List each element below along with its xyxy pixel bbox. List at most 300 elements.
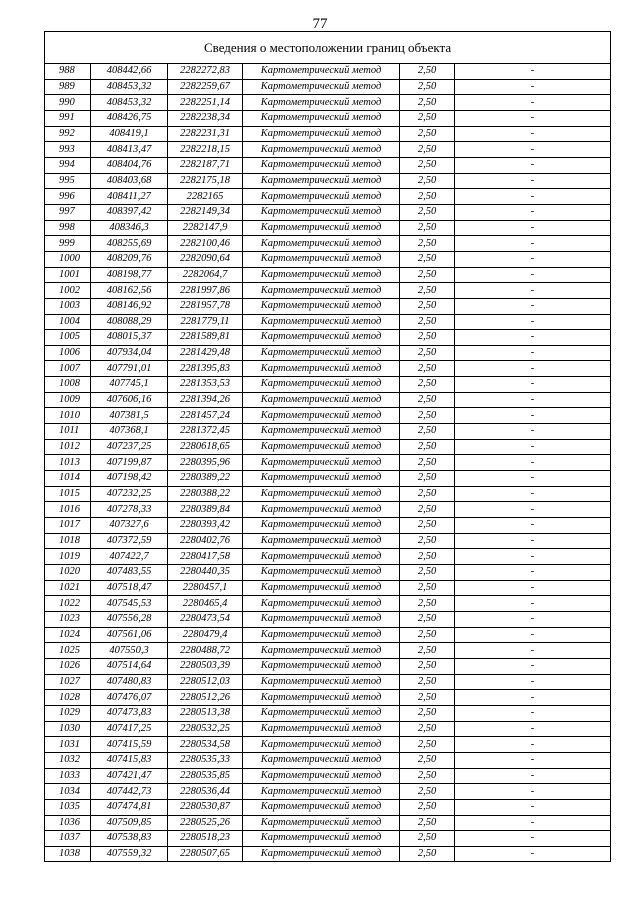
x-coordinate-cell: 408146,92 bbox=[91, 298, 168, 314]
point-number-cell: 999 bbox=[45, 236, 91, 252]
y-coordinate-cell: 2280503,39 bbox=[168, 658, 243, 674]
y-coordinate-cell: 2282251,14 bbox=[168, 95, 243, 111]
table-row bbox=[45, 142, 611, 158]
accuracy-cell: 2,50 bbox=[400, 267, 455, 283]
table-row bbox=[45, 580, 611, 596]
x-coordinate-cell: 408088,29 bbox=[91, 314, 168, 330]
method-cell: Картометрический метод bbox=[243, 784, 400, 800]
y-coordinate-cell: 2280518,23 bbox=[168, 831, 243, 847]
description-cell: - bbox=[455, 204, 611, 220]
table-row bbox=[45, 64, 611, 80]
description-cell: - bbox=[455, 518, 611, 534]
accuracy-cell: 2,50 bbox=[400, 627, 455, 643]
accuracy-cell: 2,50 bbox=[400, 439, 455, 455]
method-cell: Картометрический метод bbox=[243, 611, 400, 627]
x-coordinate-cell: 407278,33 bbox=[91, 502, 168, 518]
table-row bbox=[45, 189, 611, 205]
accuracy-cell: 2,50 bbox=[400, 705, 455, 721]
description-cell: - bbox=[455, 251, 611, 267]
method-cell: Картометрический метод bbox=[243, 690, 400, 706]
point-number-cell: 1037 bbox=[45, 831, 91, 847]
description-cell: - bbox=[455, 674, 611, 690]
description-cell: - bbox=[455, 549, 611, 565]
x-coordinate-cell: 408404,76 bbox=[91, 157, 168, 173]
point-number-cell: 1022 bbox=[45, 596, 91, 612]
y-coordinate-cell: 2280536,44 bbox=[168, 784, 243, 800]
description-cell: - bbox=[455, 392, 611, 408]
description-cell: - bbox=[455, 784, 611, 800]
description-cell: - bbox=[455, 658, 611, 674]
method-cell: Картометрический метод bbox=[243, 204, 400, 220]
y-coordinate-cell: 2282064,7 bbox=[168, 267, 243, 283]
description-cell: - bbox=[455, 95, 611, 111]
accuracy-cell: 2,50 bbox=[400, 846, 455, 862]
x-coordinate-cell: 408453,32 bbox=[91, 95, 168, 111]
accuracy-cell: 2,50 bbox=[400, 611, 455, 627]
x-coordinate-cell: 407483,55 bbox=[91, 565, 168, 581]
accuracy-cell: 2,50 bbox=[400, 314, 455, 330]
point-number-cell: 1023 bbox=[45, 611, 91, 627]
x-coordinate-cell: 407545,53 bbox=[91, 596, 168, 612]
point-number-cell: 1007 bbox=[45, 361, 91, 377]
x-coordinate-cell: 408015,37 bbox=[91, 330, 168, 346]
point-number-cell: 1005 bbox=[45, 330, 91, 346]
accuracy-cell: 2,50 bbox=[400, 799, 455, 815]
description-cell: - bbox=[455, 831, 611, 847]
method-cell: Картометрический метод bbox=[243, 721, 400, 737]
point-number-cell: 1027 bbox=[45, 674, 91, 690]
x-coordinate-cell: 408209,76 bbox=[91, 251, 168, 267]
x-coordinate-cell: 407474,81 bbox=[91, 799, 168, 815]
table-row bbox=[45, 204, 611, 220]
description-cell: - bbox=[455, 79, 611, 95]
description-cell: - bbox=[455, 314, 611, 330]
point-number-cell: 1033 bbox=[45, 768, 91, 784]
table-row bbox=[45, 752, 611, 768]
description-cell: - bbox=[455, 486, 611, 502]
description-cell: - bbox=[455, 471, 611, 487]
point-number-cell: 1011 bbox=[45, 424, 91, 440]
method-cell: Картометрический метод bbox=[243, 95, 400, 111]
y-coordinate-cell: 2280525,26 bbox=[168, 815, 243, 831]
table-row bbox=[45, 95, 611, 111]
method-cell: Картометрический метод bbox=[243, 705, 400, 721]
description-cell: - bbox=[455, 737, 611, 753]
page-number: 77 bbox=[312, 16, 328, 32]
table-row bbox=[45, 298, 611, 314]
description-cell: - bbox=[455, 502, 611, 518]
accuracy-cell: 2,50 bbox=[400, 737, 455, 753]
description-cell: - bbox=[455, 110, 611, 126]
accuracy-cell: 2,50 bbox=[400, 95, 455, 111]
x-coordinate-cell: 407237,25 bbox=[91, 439, 168, 455]
y-coordinate-cell: 2281457,24 bbox=[168, 408, 243, 424]
y-coordinate-cell: 2280512,26 bbox=[168, 690, 243, 706]
point-number-cell: 993 bbox=[45, 142, 91, 158]
boundary-coordinates-table bbox=[44, 31, 611, 862]
table-row bbox=[45, 220, 611, 236]
method-cell: Картометрический метод bbox=[243, 251, 400, 267]
table-row bbox=[45, 361, 611, 377]
accuracy-cell: 2,50 bbox=[400, 408, 455, 424]
accuracy-cell: 2,50 bbox=[400, 283, 455, 299]
method-cell: Картометрический метод bbox=[243, 64, 400, 80]
method-cell: Картометрический метод bbox=[243, 392, 400, 408]
accuracy-cell: 2,50 bbox=[400, 596, 455, 612]
y-coordinate-cell: 2280417,58 bbox=[168, 549, 243, 565]
description-cell: - bbox=[455, 721, 611, 737]
x-coordinate-cell: 407417,25 bbox=[91, 721, 168, 737]
point-number-cell: 1009 bbox=[45, 392, 91, 408]
point-number-cell: 1017 bbox=[45, 518, 91, 534]
accuracy-cell: 2,50 bbox=[400, 768, 455, 784]
x-coordinate-cell: 408419,1 bbox=[91, 126, 168, 142]
y-coordinate-cell: 2282165 bbox=[168, 189, 243, 205]
point-number-cell: 1020 bbox=[45, 565, 91, 581]
accuracy-cell: 2,50 bbox=[400, 831, 455, 847]
table-row bbox=[45, 377, 611, 393]
x-coordinate-cell: 407480,83 bbox=[91, 674, 168, 690]
table-title-row bbox=[45, 32, 611, 64]
table-row bbox=[45, 157, 611, 173]
y-coordinate-cell: 2280402,76 bbox=[168, 533, 243, 549]
point-number-cell: 1026 bbox=[45, 658, 91, 674]
method-cell: Картометрический метод bbox=[243, 345, 400, 361]
method-cell: Картометрический метод bbox=[243, 157, 400, 173]
x-coordinate-cell: 408453,32 bbox=[91, 79, 168, 95]
table-body bbox=[45, 64, 611, 862]
table-row bbox=[45, 784, 611, 800]
table-row bbox=[45, 502, 611, 518]
y-coordinate-cell: 2281957,78 bbox=[168, 298, 243, 314]
description-cell: - bbox=[455, 126, 611, 142]
table-row bbox=[45, 518, 611, 534]
x-coordinate-cell: 407556,28 bbox=[91, 611, 168, 627]
accuracy-cell: 2,50 bbox=[400, 752, 455, 768]
description-cell: - bbox=[455, 64, 611, 80]
table-row bbox=[45, 627, 611, 643]
x-coordinate-cell: 408255,69 bbox=[91, 236, 168, 252]
description-cell: - bbox=[455, 283, 611, 299]
table-row bbox=[45, 831, 611, 847]
method-cell: Картометрический метод bbox=[243, 377, 400, 393]
point-number-cell: 990 bbox=[45, 95, 91, 111]
point-number-cell: 1010 bbox=[45, 408, 91, 424]
description-cell: - bbox=[455, 643, 611, 659]
method-cell: Картометрический метод bbox=[243, 110, 400, 126]
y-coordinate-cell: 2282149,34 bbox=[168, 204, 243, 220]
x-coordinate-cell: 407518,47 bbox=[91, 580, 168, 596]
x-coordinate-cell: 408162,56 bbox=[91, 283, 168, 299]
x-coordinate-cell: 407791,01 bbox=[91, 361, 168, 377]
table-row bbox=[45, 283, 611, 299]
table-row bbox=[45, 815, 611, 831]
method-cell: Картометрический метод bbox=[243, 173, 400, 189]
y-coordinate-cell: 2280507,65 bbox=[168, 846, 243, 862]
y-coordinate-cell: 2280535,33 bbox=[168, 752, 243, 768]
point-number-cell: 1014 bbox=[45, 471, 91, 487]
description-cell: - bbox=[455, 596, 611, 612]
point-number-cell: 1032 bbox=[45, 752, 91, 768]
x-coordinate-cell: 407198,42 bbox=[91, 471, 168, 487]
table-row bbox=[45, 549, 611, 565]
x-coordinate-cell: 408346,3 bbox=[91, 220, 168, 236]
point-number-cell: 1031 bbox=[45, 737, 91, 753]
x-coordinate-cell: 408411,27 bbox=[91, 189, 168, 205]
point-number-cell: 989 bbox=[45, 79, 91, 95]
method-cell: Картометрический метод bbox=[243, 220, 400, 236]
description-cell: - bbox=[455, 533, 611, 549]
y-coordinate-cell: 2280473,54 bbox=[168, 611, 243, 627]
point-number-cell: 1004 bbox=[45, 314, 91, 330]
method-cell: Картометрический метод bbox=[243, 283, 400, 299]
method-cell: Картометрический метод bbox=[243, 658, 400, 674]
accuracy-cell: 2,50 bbox=[400, 204, 455, 220]
point-number-cell: 1018 bbox=[45, 533, 91, 549]
point-number-cell: 1016 bbox=[45, 502, 91, 518]
y-coordinate-cell: 2282238,34 bbox=[168, 110, 243, 126]
accuracy-cell: 2,50 bbox=[400, 236, 455, 252]
description-cell: - bbox=[455, 267, 611, 283]
method-cell: Картометрический метод bbox=[243, 549, 400, 565]
accuracy-cell: 2,50 bbox=[400, 110, 455, 126]
x-coordinate-cell: 407745,1 bbox=[91, 377, 168, 393]
method-cell: Картометрический метод bbox=[243, 298, 400, 314]
point-number-cell: 1025 bbox=[45, 643, 91, 659]
method-cell: Картометрический метод bbox=[243, 408, 400, 424]
point-number-cell: 1024 bbox=[45, 627, 91, 643]
table-row bbox=[45, 345, 611, 361]
accuracy-cell: 2,50 bbox=[400, 784, 455, 800]
table-row bbox=[45, 455, 611, 471]
y-coordinate-cell: 2280393,42 bbox=[168, 518, 243, 534]
method-cell: Картометрический метод bbox=[243, 596, 400, 612]
y-coordinate-cell: 2282147,9 bbox=[168, 220, 243, 236]
accuracy-cell: 2,50 bbox=[400, 251, 455, 267]
accuracy-cell: 2,50 bbox=[400, 565, 455, 581]
point-number-cell: 1008 bbox=[45, 377, 91, 393]
method-cell: Картометрический метод bbox=[243, 799, 400, 815]
x-coordinate-cell: 407372,59 bbox=[91, 533, 168, 549]
x-coordinate-cell: 408403,68 bbox=[91, 173, 168, 189]
method-cell: Картометрический метод bbox=[243, 831, 400, 847]
accuracy-cell: 2,50 bbox=[400, 502, 455, 518]
point-number-cell: 1036 bbox=[45, 815, 91, 831]
y-coordinate-cell: 2280457,1 bbox=[168, 580, 243, 596]
table-row bbox=[45, 126, 611, 142]
accuracy-cell: 2,50 bbox=[400, 173, 455, 189]
y-coordinate-cell: 2280440,35 bbox=[168, 565, 243, 581]
y-coordinate-cell: 2282231,31 bbox=[168, 126, 243, 142]
table-row bbox=[45, 565, 611, 581]
x-coordinate-cell: 407559,32 bbox=[91, 846, 168, 862]
accuracy-cell: 2,50 bbox=[400, 471, 455, 487]
description-cell: - bbox=[455, 705, 611, 721]
y-coordinate-cell: 2280388,22 bbox=[168, 486, 243, 502]
method-cell: Картометрический метод bbox=[243, 455, 400, 471]
y-coordinate-cell: 2282187,71 bbox=[168, 157, 243, 173]
method-cell: Картометрический метод bbox=[243, 502, 400, 518]
table-row bbox=[45, 643, 611, 659]
y-coordinate-cell: 2281589,81 bbox=[168, 330, 243, 346]
y-coordinate-cell: 2282259,67 bbox=[168, 79, 243, 95]
method-cell: Картометрический метод bbox=[243, 768, 400, 784]
point-number-cell: 1029 bbox=[45, 705, 91, 721]
y-coordinate-cell: 2282175,18 bbox=[168, 173, 243, 189]
x-coordinate-cell: 407473,83 bbox=[91, 705, 168, 721]
table-row bbox=[45, 471, 611, 487]
accuracy-cell: 2,50 bbox=[400, 330, 455, 346]
accuracy-cell: 2,50 bbox=[400, 345, 455, 361]
method-cell: Картометрический метод bbox=[243, 189, 400, 205]
x-coordinate-cell: 407415,83 bbox=[91, 752, 168, 768]
method-cell: Картометрический метод bbox=[243, 126, 400, 142]
x-coordinate-cell: 407509,85 bbox=[91, 815, 168, 831]
method-cell: Картометрический метод bbox=[243, 643, 400, 659]
method-cell: Картометрический метод bbox=[243, 486, 400, 502]
method-cell: Картометрический метод bbox=[243, 314, 400, 330]
x-coordinate-cell: 408442,66 bbox=[91, 64, 168, 80]
method-cell: Картометрический метод bbox=[243, 330, 400, 346]
y-coordinate-cell: 2281395,83 bbox=[168, 361, 243, 377]
point-number-cell: 997 bbox=[45, 204, 91, 220]
point-number-cell: 994 bbox=[45, 157, 91, 173]
method-cell: Картометрический метод bbox=[243, 267, 400, 283]
y-coordinate-cell: 2281353,53 bbox=[168, 377, 243, 393]
method-cell: Картометрический метод bbox=[243, 737, 400, 753]
x-coordinate-cell: 407327,6 bbox=[91, 518, 168, 534]
accuracy-cell: 2,50 bbox=[400, 486, 455, 502]
y-coordinate-cell: 2280513,38 bbox=[168, 705, 243, 721]
point-number-cell: 1006 bbox=[45, 345, 91, 361]
table-row bbox=[45, 408, 611, 424]
accuracy-cell: 2,50 bbox=[400, 298, 455, 314]
y-coordinate-cell: 2280618,65 bbox=[168, 439, 243, 455]
description-cell: - bbox=[455, 345, 611, 361]
y-coordinate-cell: 2282090,64 bbox=[168, 251, 243, 267]
method-cell: Картометрический метод bbox=[243, 565, 400, 581]
point-number-cell: 988 bbox=[45, 64, 91, 80]
accuracy-cell: 2,50 bbox=[400, 142, 455, 158]
point-number-cell: 996 bbox=[45, 189, 91, 205]
table-row bbox=[45, 611, 611, 627]
table-row bbox=[45, 799, 611, 815]
accuracy-cell: 2,50 bbox=[400, 549, 455, 565]
table-row bbox=[45, 674, 611, 690]
method-cell: Картометрический метод bbox=[243, 439, 400, 455]
accuracy-cell: 2,50 bbox=[400, 643, 455, 659]
point-number-cell: 1015 bbox=[45, 486, 91, 502]
description-cell: - bbox=[455, 799, 611, 815]
table-row bbox=[45, 392, 611, 408]
table-row bbox=[45, 110, 611, 126]
y-coordinate-cell: 2282218,15 bbox=[168, 142, 243, 158]
description-cell: - bbox=[455, 236, 611, 252]
accuracy-cell: 2,50 bbox=[400, 189, 455, 205]
description-cell: - bbox=[455, 142, 611, 158]
table-row bbox=[45, 846, 611, 862]
description-cell: - bbox=[455, 330, 611, 346]
description-cell: - bbox=[455, 173, 611, 189]
accuracy-cell: 2,50 bbox=[400, 690, 455, 706]
x-coordinate-cell: 407476,07 bbox=[91, 690, 168, 706]
point-number-cell: 992 bbox=[45, 126, 91, 142]
description-cell: - bbox=[455, 220, 611, 236]
x-coordinate-cell: 407606,16 bbox=[91, 392, 168, 408]
table-row bbox=[45, 236, 611, 252]
y-coordinate-cell: 2280389,22 bbox=[168, 471, 243, 487]
y-coordinate-cell: 2280535,85 bbox=[168, 768, 243, 784]
x-coordinate-cell: 407538,83 bbox=[91, 831, 168, 847]
y-coordinate-cell: 2281997,86 bbox=[168, 283, 243, 299]
y-coordinate-cell: 2280395,96 bbox=[168, 455, 243, 471]
table-row bbox=[45, 79, 611, 95]
point-number-cell: 1028 bbox=[45, 690, 91, 706]
table-row bbox=[45, 330, 611, 346]
accuracy-cell: 2,50 bbox=[400, 126, 455, 142]
table-row bbox=[45, 251, 611, 267]
method-cell: Картометрический метод bbox=[243, 424, 400, 440]
y-coordinate-cell: 2282100,46 bbox=[168, 236, 243, 252]
accuracy-cell: 2,50 bbox=[400, 220, 455, 236]
accuracy-cell: 2,50 bbox=[400, 361, 455, 377]
y-coordinate-cell: 2280465,4 bbox=[168, 596, 243, 612]
table-row bbox=[45, 690, 611, 706]
table-row bbox=[45, 173, 611, 189]
point-number-cell: 1019 bbox=[45, 549, 91, 565]
table-row bbox=[45, 596, 611, 612]
boundary-table-container bbox=[44, 31, 610, 862]
x-coordinate-cell: 407442,73 bbox=[91, 784, 168, 800]
table-row bbox=[45, 486, 611, 502]
point-number-cell: 991 bbox=[45, 110, 91, 126]
point-number-cell: 1021 bbox=[45, 580, 91, 596]
point-number-cell: 1012 bbox=[45, 439, 91, 455]
accuracy-cell: 2,50 bbox=[400, 392, 455, 408]
method-cell: Картометрический метод bbox=[243, 752, 400, 768]
x-coordinate-cell: 407422,7 bbox=[91, 549, 168, 565]
accuracy-cell: 2,50 bbox=[400, 64, 455, 80]
y-coordinate-cell: 2280534,58 bbox=[168, 737, 243, 753]
method-cell: Картометрический метод bbox=[243, 236, 400, 252]
point-number-cell: 995 bbox=[45, 173, 91, 189]
table-row bbox=[45, 737, 611, 753]
description-cell: - bbox=[455, 846, 611, 862]
description-cell: - bbox=[455, 627, 611, 643]
x-coordinate-cell: 407368,1 bbox=[91, 424, 168, 440]
accuracy-cell: 2,50 bbox=[400, 721, 455, 737]
point-number-cell: 1001 bbox=[45, 267, 91, 283]
accuracy-cell: 2,50 bbox=[400, 674, 455, 690]
x-coordinate-cell: 408413,47 bbox=[91, 142, 168, 158]
description-cell: - bbox=[455, 611, 611, 627]
table-row bbox=[45, 705, 611, 721]
method-cell: Картометрический метод bbox=[243, 846, 400, 862]
table-title: Сведения о местоположении границ объекта bbox=[45, 32, 611, 64]
point-number-cell: 1038 bbox=[45, 846, 91, 862]
method-cell: Картометрический метод bbox=[243, 627, 400, 643]
description-cell: - bbox=[455, 580, 611, 596]
point-number-cell: 1013 bbox=[45, 455, 91, 471]
y-coordinate-cell: 2280389,84 bbox=[168, 502, 243, 518]
x-coordinate-cell: 407421,47 bbox=[91, 768, 168, 784]
table-row bbox=[45, 267, 611, 283]
accuracy-cell: 2,50 bbox=[400, 658, 455, 674]
table-row bbox=[45, 768, 611, 784]
table-row bbox=[45, 424, 611, 440]
description-cell: - bbox=[455, 815, 611, 831]
method-cell: Картометрический метод bbox=[243, 815, 400, 831]
